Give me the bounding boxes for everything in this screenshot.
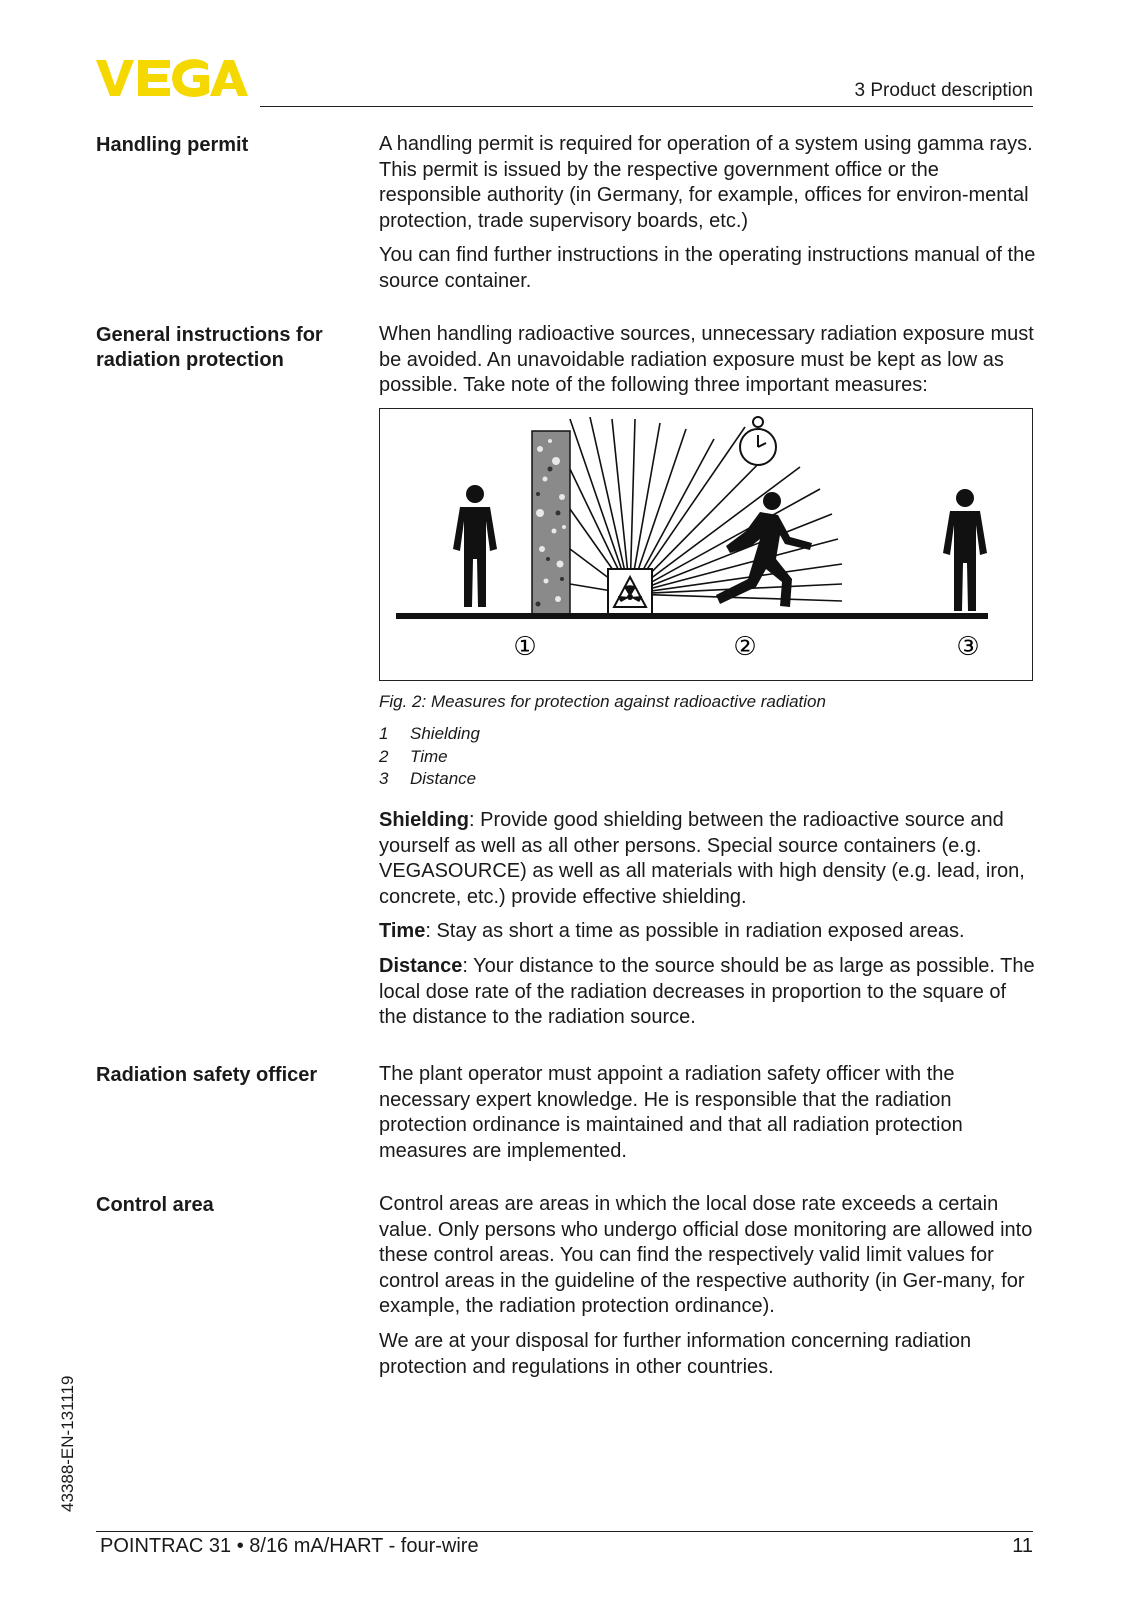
legend-number: 1 — [379, 724, 389, 743]
paragraph: We are at your disposal for further information concerning radiation protection and regulations in other countries. — [379, 1329, 972, 1378]
radiation-source-container — [608, 569, 652, 615]
radiation-protection-figure — [379, 408, 1033, 681]
legend-label: Shielding — [410, 724, 480, 743]
paragraph: When handling radioactive sources, unnecessary radiation exposure must be avoided. An unavoidable radiation exposure must be kept as low as possible. Take note of the following three important measures: — [379, 323, 1034, 397]
person-standing-distant — [943, 489, 987, 611]
figure-marker-3: ③ — [956, 632, 980, 662]
term-shielding: Shielding — [379, 809, 469, 831]
paragraph: A handling permit is required for operation of a system using gamma rays. This permit is issued by the respective government office or the responsible authority (in Germany, for example, offices for environ-mental protection, trade supervisory boards, etc.) — [379, 133, 1033, 232]
distance-text: : Your distance to the source should be as large as possible. The local dose rate of the radiation decreases in proportion to the square of the distance to the radiation source. — [379, 954, 1035, 1029]
radiation-safety-officer-body — [379, 1062, 1039, 1173]
handling-permit-body — [379, 132, 1039, 304]
footer-rule — [96, 1531, 1033, 1532]
header-section-title: 3 Product description — [854, 80, 1033, 101]
person-standing-shielded — [453, 485, 497, 607]
control-area-body — [379, 1192, 1039, 1389]
term-distance: Distance — [379, 954, 463, 977]
paragraph-shielding — [379, 808, 1039, 910]
document-id: 43388-EN-131119 — [58, 1375, 77, 1512]
figure-caption: Fig. 2: Measures for protection against radioactive radiation — [379, 692, 826, 711]
page-number: 11 — [1012, 1535, 1033, 1557]
legend-item — [379, 723, 480, 746]
figure-legend — [379, 723, 480, 791]
vega-logo — [96, 58, 248, 98]
paragraph: Control areas are areas in which the local dose rate exceeds a certain value. Only persons who undergo official dose monitoring are allowed into these control areas. You can find the respectively valid limit values for control areas in the guideline of the respective authority (in Ger-many, for example, the radiation protection ordinance). — [379, 1193, 1033, 1318]
paragraph: The plant operator must appoint a radiation safety officer with the necessary expert knowledge. He is responsible that the radiation protection ordinance is maintained and that all radiation protection measures are implemented. — [379, 1063, 963, 1162]
side-heading-control-area: Control area — [96, 1194, 214, 1216]
paragraph-time — [379, 919, 1039, 945]
figure-marker-2: ② — [733, 632, 757, 662]
legend-number: 2 — [379, 746, 389, 766]
shielding-text: : Provide good shielding between the radioactive source and yourself as well as all other persons. Special source containers (e.g. VEGASOURCE) as well as all materials with high density (e.g. lead, iron, concrete, etc.) provide effective shielding. — [379, 809, 1025, 908]
side-heading-handling-permit: Handling permit — [96, 134, 249, 156]
footer-product: POINTRAC 31 • 8/16 mA/HART - four-wire — [100, 1535, 479, 1557]
general-instructions-body — [379, 322, 1039, 408]
figure-marker-1: ① — [513, 632, 537, 662]
time-text: : Stay as short a time as possible in radiation exposed areas. — [425, 920, 965, 943]
radiation-measures-illustration — [380, 409, 1032, 680]
paragraph: You can find further instructions in the operating instructions manual of the source container. — [379, 244, 1036, 292]
legend-label: Time — [410, 746, 448, 766]
header-rule — [260, 106, 1033, 107]
side-heading-general-instructions: General instructions for radiation protection — [96, 324, 323, 371]
legend-number: 3 — [379, 769, 389, 788]
shielding-wall — [532, 431, 570, 615]
legend-item — [379, 746, 480, 769]
legend-label: Distance — [410, 769, 477, 788]
ground-line — [396, 613, 988, 619]
side-heading-radiation-safety-officer: Radiation safety officer — [96, 1064, 318, 1086]
legend-item — [379, 768, 480, 791]
stopwatch-icon — [740, 417, 776, 465]
term-time: Time — [379, 920, 426, 943]
paragraph-distance — [379, 954, 1039, 1031]
measures-body — [379, 808, 1039, 1040]
